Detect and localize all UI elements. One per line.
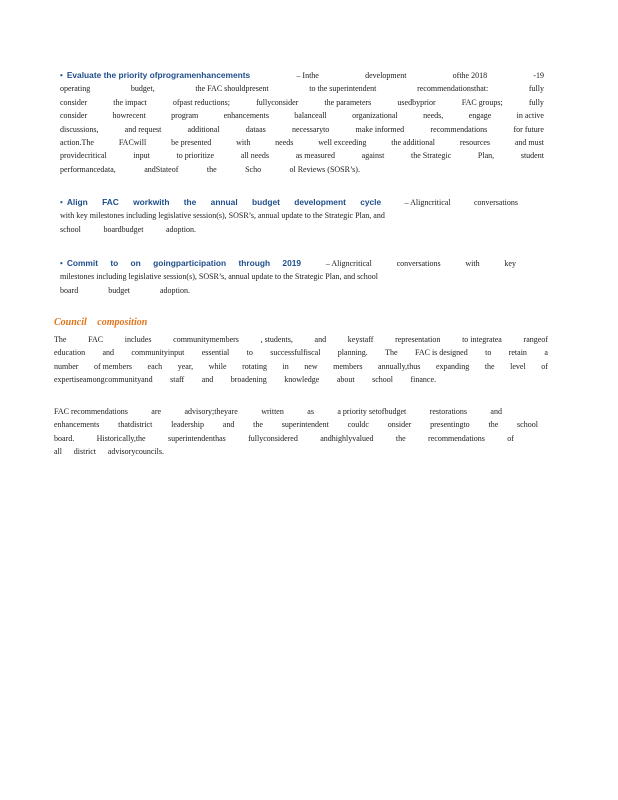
text-line: • Commit to on goingparticipation through 2019 – Aligncritical conversations with key [60, 258, 516, 268]
bullet-icon: • [60, 71, 63, 80]
text-line: consider the impact ofpast reductions; fullyconsider the parameters usedbyprior FAC groups; fully [60, 97, 544, 107]
text-line: • Align FAC workwith the annual budget development cycle – Aligncritical conversations [60, 197, 518, 207]
text-line: discussions, and request additional dataas necessaryto make informed recommendations for future [60, 124, 544, 134]
bullet-icon: • [60, 259, 63, 268]
text-line: performancedata, andStateof the Scho ol Reviews (SOSR’s). [60, 164, 360, 174]
text-line: all district advisorycouncils. [54, 447, 164, 457]
text-line: action.The FACwill be presented with needs well exceeding the additional resources and must [60, 137, 544, 147]
text-line: education and communityinput essential to successfulfiscal planning. The FAC is designed to retain a [54, 348, 548, 358]
bullet-lead: Commit to on goingparticipation through 2019 [66, 258, 302, 268]
text-line: consider howrecent program enhancements balanceall organizational needs, engage in active [60, 111, 544, 121]
text-line: school boardbudget adoption. [60, 224, 196, 234]
text-line: number of members each year, while rotating in new members annually,thus expanding the level of [54, 361, 548, 371]
recommendations-paragraph [54, 405, 538, 459]
text-line: with key milestones including legislative session(s), SOSR’s, annual update to the Strategic Plan, and [60, 211, 385, 221]
bullet-icon: • [60, 198, 63, 207]
text-line: board. Historically,the superintendenthas fullyconsidered andhighlyvalued the recommendations of [54, 433, 514, 443]
bullet-lead: Evaluate the priority ofprogramenhancements [66, 70, 251, 80]
bullet-item [60, 69, 544, 176]
text-line: enhancements thatdistrict leadership and the superintendent couldc onsider presentingto the school [54, 420, 538, 430]
bullet-item [60, 196, 518, 236]
text-line: FAC recommendations are advisory;theyare written as a priority setofbudget restorations and [54, 407, 502, 416]
bullet-lead: Align FAC workwith the annual budget development cycle [66, 197, 382, 207]
text-line: expertiseamongcommunityand staff and broadening knowledge about school finance. [54, 375, 436, 385]
text-line: The FAC includes communitymembers , students, and keystaff representation to integratea rangeof [54, 335, 548, 344]
bullet-item [60, 257, 516, 297]
text-line: operating budget, the FAC shouldpresent to the superintendent recommendationsthat: fully [60, 84, 544, 94]
section-heading: Council composition [54, 317, 148, 328]
text-line: milestones including legislative session(s), SOSR’s, annual update to the Strategic Plan, and school [60, 272, 378, 282]
text-line: providecritical input to prioritize all needs as measured against the Strategic Plan, student [60, 151, 544, 161]
text-line: board budget adoption. [60, 285, 190, 295]
text-line: • Evaluate the priority ofprogramenhancements – Inthe development ofthe 2018 -19 [60, 70, 544, 80]
composition-paragraph [54, 333, 548, 387]
